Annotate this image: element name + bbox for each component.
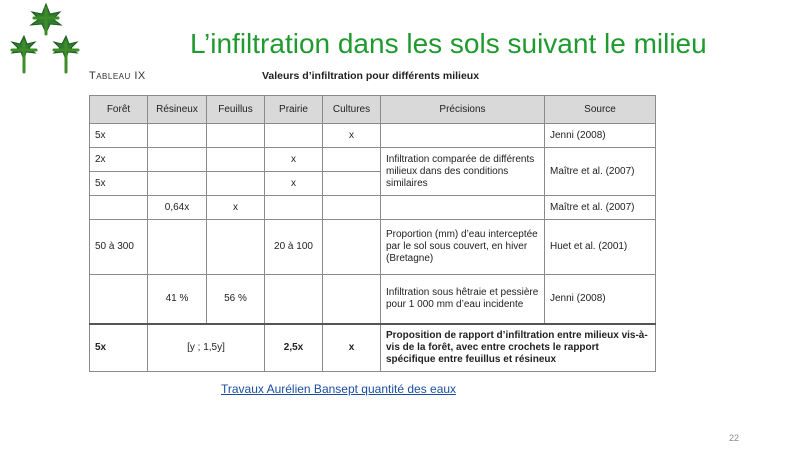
table-row [90, 220, 656, 275]
cell-resineux-feuillus: [y ; 1,5y] [148, 324, 265, 372]
forest-kanji-logo-icon [4, 2, 88, 76]
cell-cultures [323, 148, 381, 172]
cell-foret [90, 275, 148, 324]
cell-cultures: x [323, 124, 381, 148]
cell-proposition: Proposition de rapport d’infiltration entre milieux vis-à-vis de la forêt, avec entre crochets le rapport spécifique entre feuillus et résineux [381, 324, 656, 372]
table-row [90, 196, 656, 220]
header-cultures: Cultures [323, 96, 381, 124]
travaux-link[interactable]: Travaux Aurélien Bansept quantité des eaux [221, 382, 457, 396]
cell-feuillus [207, 220, 265, 275]
cell-precisions: Proportion (mm) d’eau interceptée par le sol sous couvert, en hiver (Bretagne) [381, 220, 545, 275]
cell-cultures [323, 275, 381, 324]
cell-prairie [265, 196, 323, 220]
header-prairie: Prairie [265, 96, 323, 124]
cell-feuillus: 56 % [207, 275, 265, 324]
cell-prairie: 20 à 100 [265, 220, 323, 275]
cell-cultures [323, 196, 381, 220]
summary-row [90, 324, 656, 372]
cell-source: Jenni (2008) [545, 124, 656, 148]
cell-resineux [148, 172, 207, 196]
cell-source: Maître et al. (2007) [545, 196, 656, 220]
cell-cultures [323, 172, 381, 196]
cell-prairie [265, 275, 323, 324]
cell-resineux [148, 124, 207, 148]
cell-precisions [381, 124, 545, 148]
cell-cultures [323, 220, 381, 275]
cell-prairie: x [265, 148, 323, 172]
cell-cultures: x [323, 324, 381, 372]
table-caption: Valeurs d’infiltration pour différents milieux [262, 70, 480, 82]
cell-source: Jenni (2008) [545, 275, 656, 324]
slide-title: L’infiltration dans les sols suivant le milieu [190, 28, 707, 59]
cell-foret: 2x [90, 148, 148, 172]
cell-feuillus [207, 124, 265, 148]
cell-resineux [148, 220, 207, 275]
cell-source: Maître et al. (2007) [545, 148, 656, 196]
cell-feuillus [207, 172, 265, 196]
infiltration-table [89, 95, 656, 372]
cell-source: Huet et al. (2001) [545, 220, 656, 275]
cell-precisions: Infiltration comparée de différents milieux dans des conditions similaires [381, 148, 545, 196]
cell-prairie: x [265, 172, 323, 196]
cell-feuillus [207, 148, 265, 172]
cell-foret: 50 à 300 [90, 220, 148, 275]
header-precisions: Précisions [381, 96, 545, 124]
table-row [90, 275, 656, 324]
cell-foret [90, 196, 148, 220]
cell-precisions: Infiltration sous hêtraie et pessière pour 1 000 mm d’eau incidente [381, 275, 545, 324]
cell-precisions [381, 196, 545, 220]
header-resineux: Résineux [148, 96, 207, 124]
cell-feuillus: x [207, 196, 265, 220]
page-number: 22 [729, 433, 740, 443]
infiltration-table-container [89, 95, 655, 372]
cell-resineux: 0,64x [148, 196, 207, 220]
header-feuillus: Feuillus [207, 96, 265, 124]
cell-prairie [265, 124, 323, 148]
cell-resineux [148, 148, 207, 172]
table-row [90, 148, 656, 172]
cell-foret: 5x [90, 324, 148, 372]
cell-prairie: 2,5x [265, 324, 323, 372]
header-foret: Forêt [90, 96, 148, 124]
cell-foret: 5x [90, 124, 148, 148]
header-source: Source [545, 96, 656, 124]
table-row [90, 124, 656, 148]
cell-resineux: 41 % [148, 275, 207, 324]
cell-foret: 5x [90, 172, 148, 196]
table-label: Tableau IX [89, 70, 146, 82]
table-header-row [90, 96, 656, 124]
